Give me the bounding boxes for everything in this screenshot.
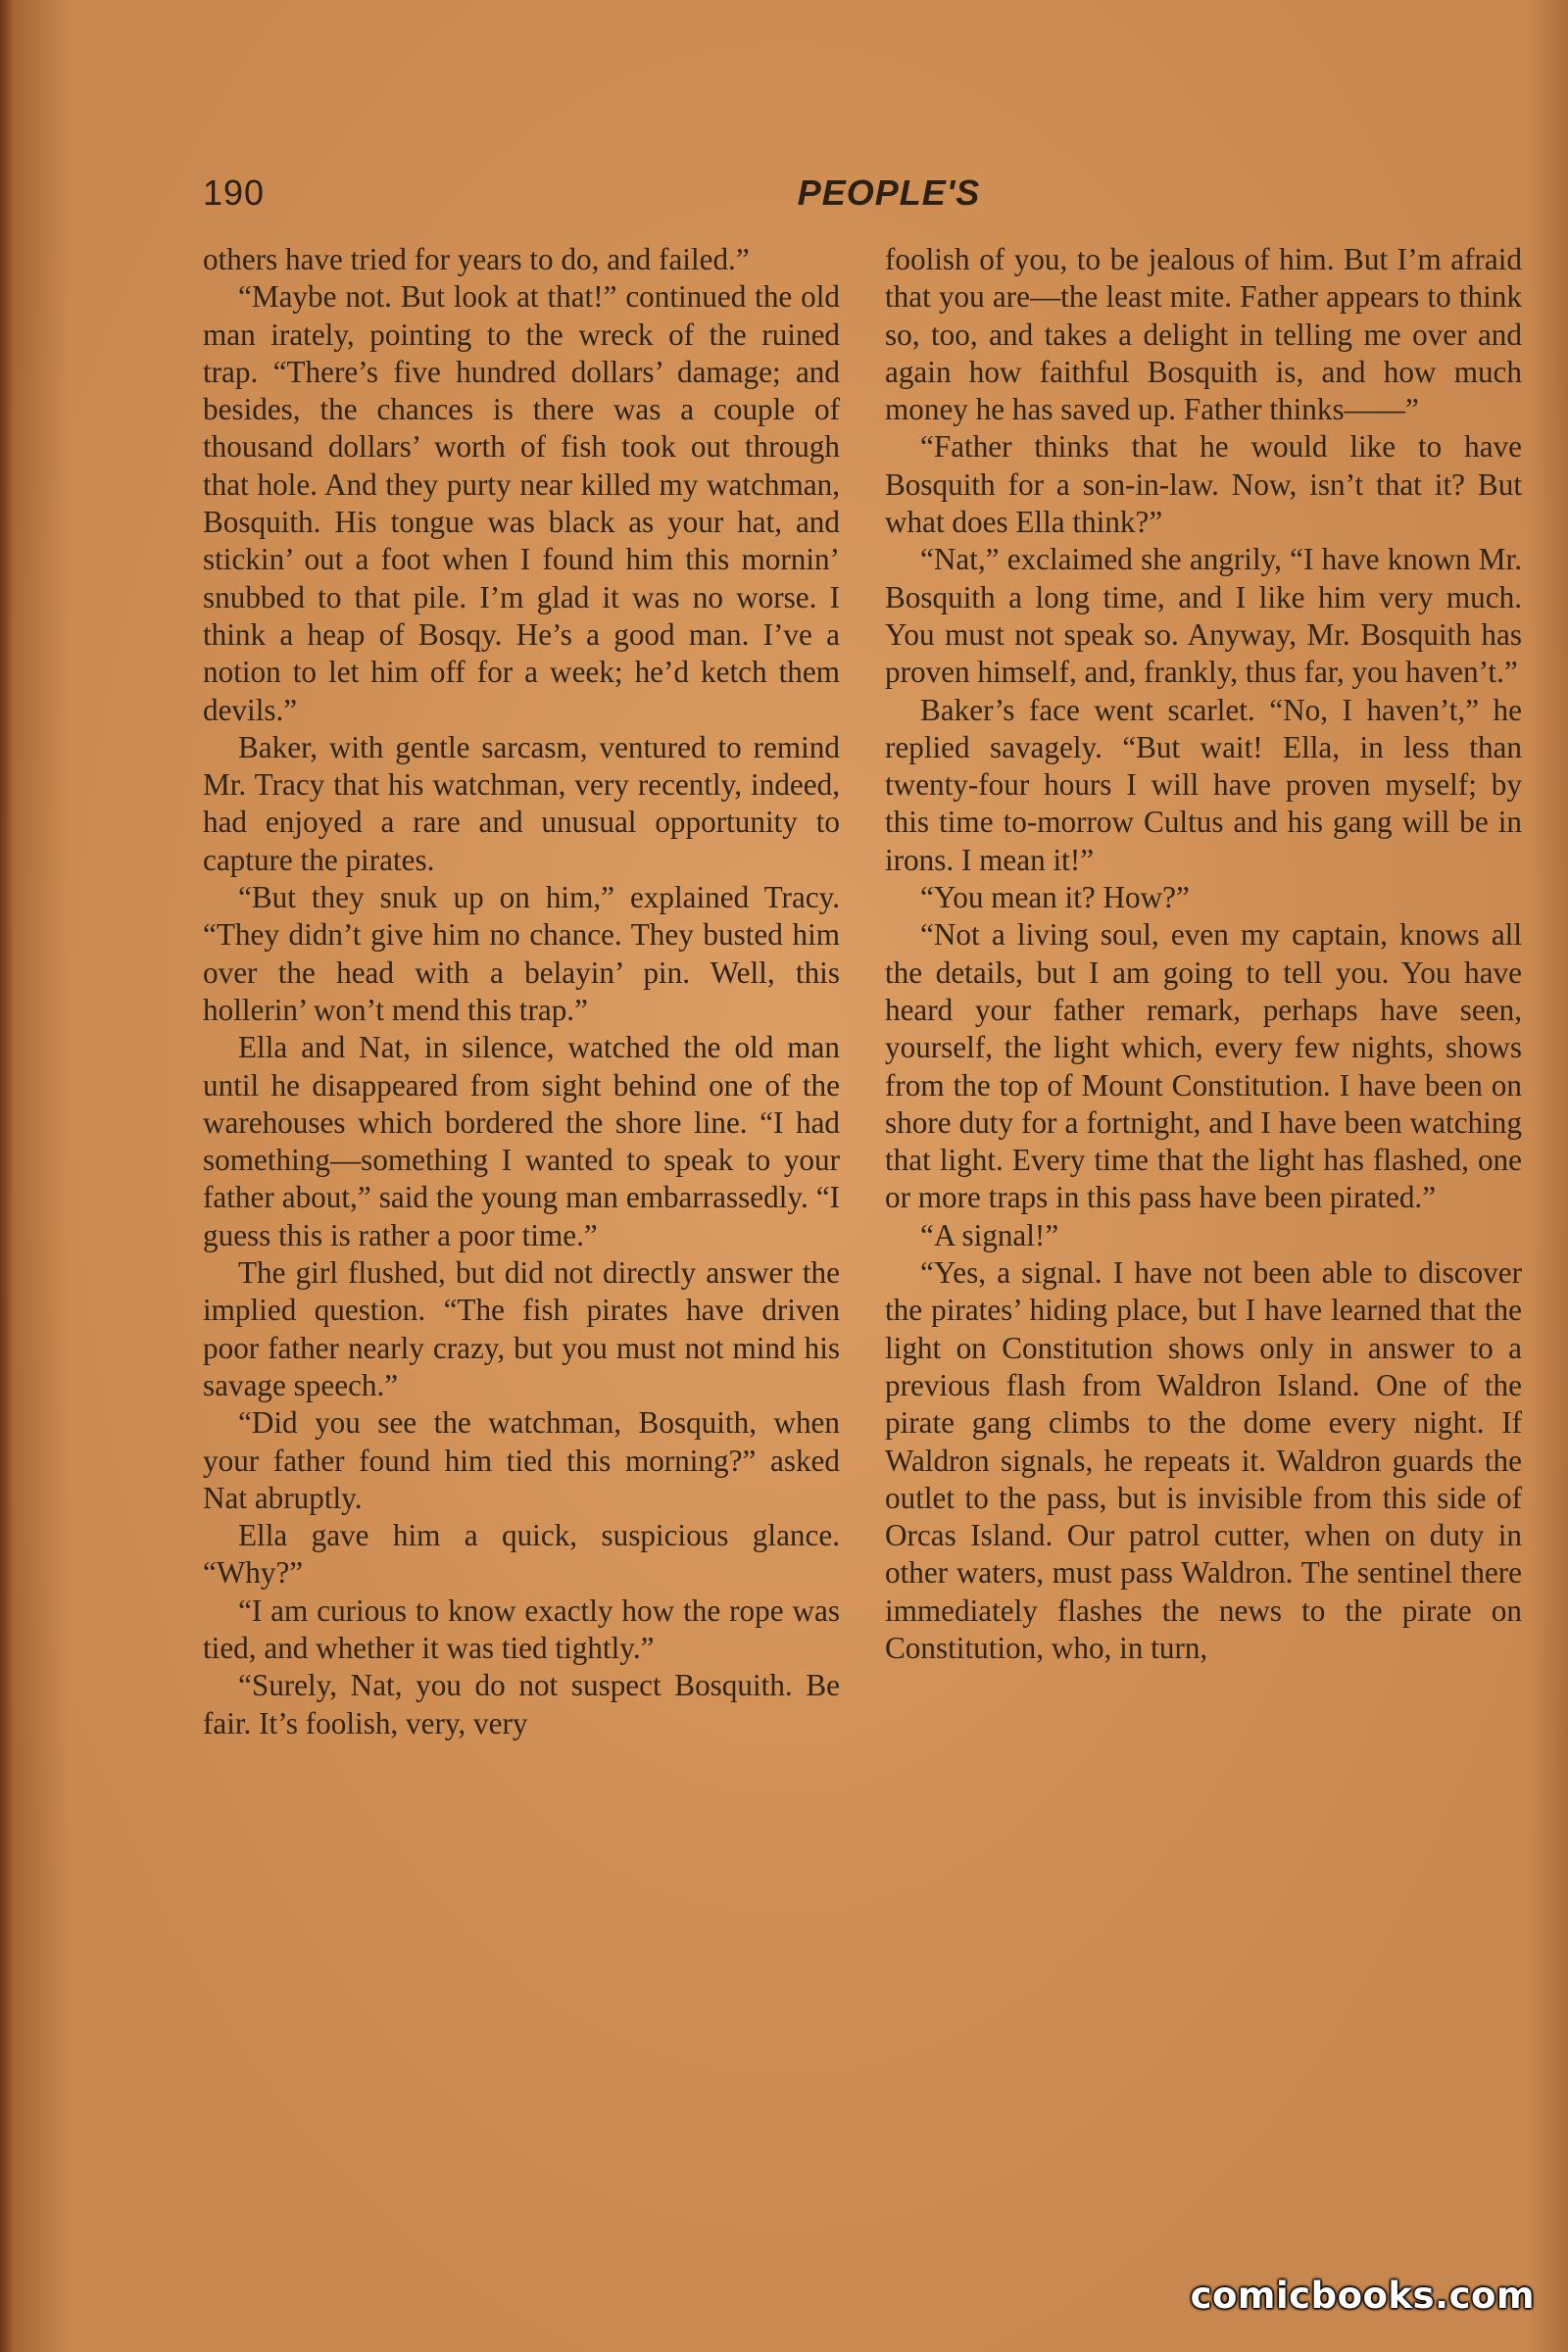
paragraph: “Surely, Nat, you do not suspect Bosquith. Be fair. It’s foolish, very, very bbox=[203, 1668, 840, 1740]
right-column bbox=[885, 241, 1522, 1667]
paragraph: Baker’s face went scarlet. “No, I haven’t,” he replied savagely. “But wait! Ella, in less than twenty-four hours I will have proven myself; by this time to-morrow Cultus and his gang will be in irons. I mean it!” bbox=[885, 692, 1522, 877]
page-header bbox=[203, 167, 1516, 225]
left-column bbox=[203, 241, 840, 1742]
paragraph: The girl flushed, but did not directly answer the implied question. “The fish pirates have driven poor father nearly crazy, but you must not mind his savage speech.” bbox=[203, 1255, 840, 1402]
running-head: PEOPLE'S bbox=[797, 172, 981, 213]
paragraph: Ella gave him a quick, suspicious glance. “Why?” bbox=[203, 1518, 840, 1591]
paragraph: Ella and Nat, in silence, watched the old man until he disappeared from sight behind one of the warehouses which bordered the shore line. “I had something—something I wanted to speak to your father about,” said the young man embarrassedly. “I guess this is rather a poor time.” bbox=[203, 1030, 840, 1252]
page-number: 190 bbox=[203, 172, 266, 213]
paragraph: “Did you see the watchman, Bosquith, when your father found him tied this morning?” asked Nat abruptly. bbox=[203, 1405, 840, 1515]
paragraph: “Not a living soul, even my captain, knows all the details, but I am going to tell you. You have heard your father remark, perhaps have seen, yourself, the light which, every few nights, shows from the top of Mount Constitution. I have been on shore duty for a fortnight, and I have been watching that light. Every time that the light has flashed, one or more traps in this pass have been pirated.” bbox=[885, 917, 1522, 1215]
paragraph: “Yes, a signal. I have not been able to discover the pirates’ hiding place, but I have learned that the light on Constitution shows only in answer to a previous flash from Waldron Island. One of the pirate gang climbs to the dome every night. If Waldron signals, he repeats it. Waldron guards the outlet to the pass, but is invisible from this side of Orcas Island. Our patrol cutter, when on duty in other waters, must pass Waldron. The sentinel there immediately flashes the news to the pirate on Constitution, who, in turn, bbox=[885, 1255, 1522, 1665]
paragraph: “Nat,” exclaimed she angrily, “I have known Mr. Bosquith a long time, and I like him very much. You must not speak so. Anyway, Mr. Bosquith has proven himself, and, frankly, thus far, you haven’t.” bbox=[885, 542, 1522, 690]
page-edge-shadow bbox=[0, 0, 14, 2352]
paragraph: “A signal!” bbox=[920, 1217, 1059, 1252]
paragraph: foolish of you, to be jealous of him. But I’m afraid that you are—the least mite. Father appears to think so, too, and takes a delight in telling me over and again how faithful Bosquith is, and how much money he has saved up. Father thinks——” bbox=[885, 242, 1522, 427]
paragraph: “But they snuk up on him,” explained Tracy. “They didn’t give him no chance. They busted him over the head with a belayin’ pin. Well, this hollerin’ won’t mend this trap.” bbox=[203, 880, 840, 1027]
paragraph: Baker, with gentle sarcasm, ventured to remind Mr. Tracy that his watchman, very recently, indeed, had enjoyed a rare and unusual opportunity to capture the pirates. bbox=[203, 729, 840, 877]
paragraph: “You mean it? How?” bbox=[920, 880, 1190, 915]
paragraph: others have tried for years to do, and failed.” bbox=[203, 242, 750, 276]
paragraph: “Father thinks that he would like to have Bosquith for a son-in-law. Now, isn’t that it? But what does Ella think?” bbox=[885, 429, 1522, 540]
paragraph: “I am curious to know exactly how the rope was tied, and whether it was tied tightly.” bbox=[203, 1592, 840, 1665]
paragraph: “Maybe not. But look at that!” continued the old man irately, pointing to the wreck of the ruined trap. “There’s five hundred dollars’ damage; and besides, the chances is there was a couple of thousand dollars’ worth of fish took out through that hole. And they purty near killed my watchman, Bosquith. His tongue was black as your hat, and stickin’ out a foot when I found him this mornin’ snubbed to that pile. I’m glad it was no worse. I think a heap of Bosqy. He’s a good man. I’ve a notion to let him off for a week; he’d ketch them devils.” bbox=[203, 279, 840, 727]
watermark: comicbooks.com bbox=[1190, 2275, 1535, 2317]
